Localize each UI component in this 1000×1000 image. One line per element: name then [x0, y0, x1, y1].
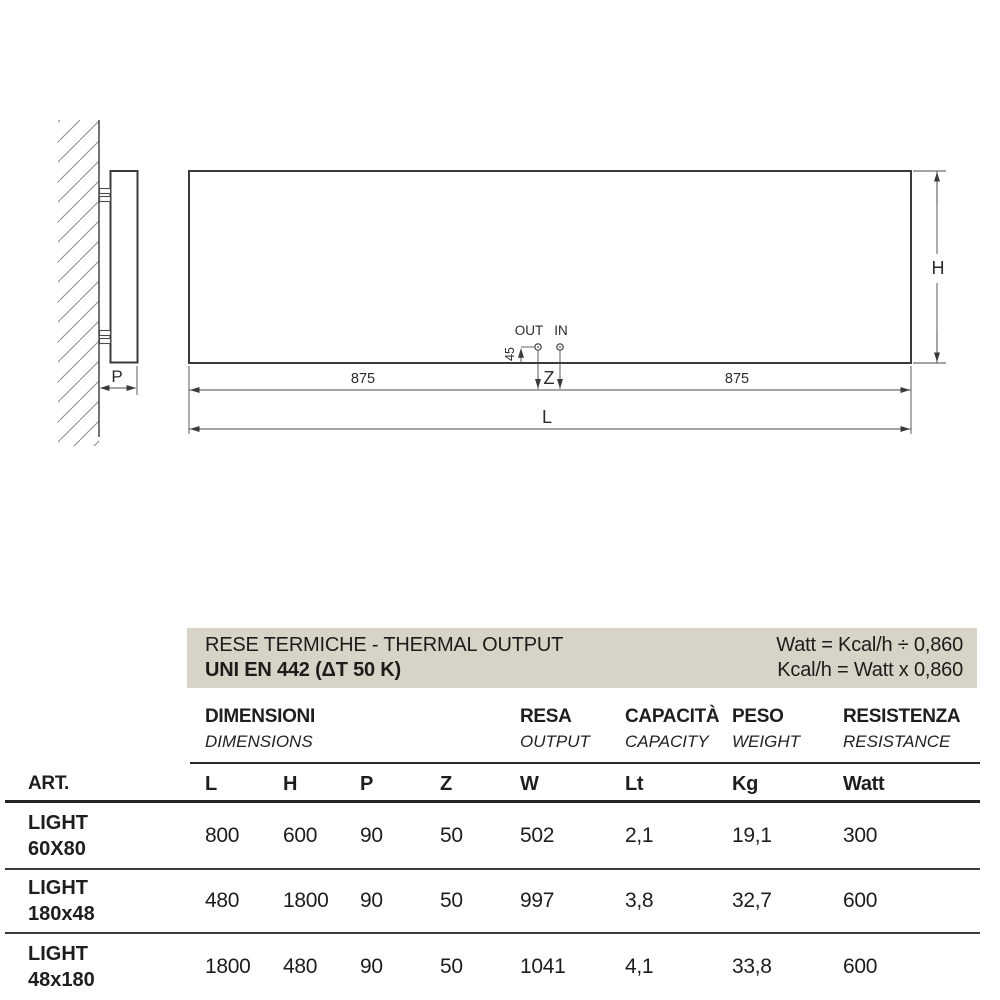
column-header-kg: Kg [732, 772, 759, 795]
banner-formulas [776, 633, 963, 683]
cell-kg: 33,8 [732, 954, 772, 978]
table-column-headers [5, 768, 980, 800]
cell-kg: 19,1 [732, 823, 772, 847]
cell-h: 480 [283, 954, 318, 978]
cell-z: 50 [440, 888, 463, 912]
table-row [5, 869, 980, 932]
cell-z: 50 [440, 954, 463, 978]
thermal-output-banner [187, 628, 977, 688]
cell-l: 480 [205, 888, 240, 912]
group-header-dimensions: DIMENSIONI DIMENSIONS [205, 706, 315, 751]
cell-lt: 3,8 [625, 888, 654, 912]
cell-lt: 4,1 [625, 954, 654, 978]
technical-drawing [0, 0, 1000, 470]
cell-l: 1800 [205, 954, 251, 978]
wall-bracket-bottom [100, 331, 111, 344]
group-header-capacity: CAPACITÀ CAPACITY [625, 706, 720, 751]
length-dim-label: L [541, 407, 553, 427]
cell-watt: 600 [843, 888, 878, 912]
row-art-label: LIGHT 180x48 [28, 876, 95, 925]
wall-hatching [58, 120, 99, 446]
depth-dim-label: P [111, 367, 123, 386]
column-header-watt: Watt [843, 772, 885, 795]
cell-l: 800 [205, 823, 240, 847]
column-header-l: L [205, 772, 217, 795]
cell-z: 50 [440, 823, 463, 847]
banner-title-line1: RESE TERMICHE - THERMAL OUTPUT [205, 634, 564, 656]
inlet-offset-label: 45 [503, 347, 517, 361]
table-row [5, 803, 980, 868]
out-label: OUT [514, 323, 544, 338]
formula-watt: Watt = Kcal/h ÷ 0,860 [776, 634, 963, 656]
formula-kcal: Kcal/h = Watt x 0,860 [777, 659, 963, 681]
header-top-rule [190, 762, 980, 764]
in-label: IN [554, 323, 568, 338]
height-dimension [913, 171, 946, 363]
column-header-h: H [283, 772, 298, 795]
cell-kg: 32,7 [732, 888, 772, 912]
group-header-output: RESA OUTPUT [520, 706, 590, 751]
cell-w: 1041 [520, 954, 566, 978]
table-group-headers [5, 704, 980, 754]
cell-w: 997 [520, 888, 555, 912]
column-header-lt: Lt [625, 772, 644, 795]
column-header-p: P [360, 772, 374, 795]
radiator-front-view [189, 171, 911, 363]
row-art-label: LIGHT 60X80 [28, 811, 88, 860]
table-row [5, 933, 980, 1000]
column-header-w: W [520, 772, 539, 795]
cell-lt: 2,1 [625, 823, 654, 847]
right-span-label: 875 [724, 371, 750, 387]
z-dim-label: Z [543, 368, 555, 388]
cell-w: 502 [520, 823, 555, 847]
cell-p: 90 [360, 888, 383, 912]
cell-h: 600 [283, 823, 318, 847]
cell-watt: 300 [843, 823, 878, 847]
cell-h: 1800 [283, 888, 329, 912]
column-header-art: ART. [28, 773, 70, 794]
banner-title-line2: UNI EN 442 (ΔT 50 K) [205, 659, 401, 681]
group-header-weight: PESO WEIGHT [732, 706, 800, 751]
cell-p: 90 [360, 823, 383, 847]
radiator-side-view [100, 171, 138, 363]
depth-dimension [101, 366, 138, 395]
group-header-resistance: RESISTENZA RESISTANCE [843, 706, 961, 751]
left-span-label: 875 [350, 371, 376, 387]
row-art-label: LIGHT 48x180 [28, 942, 95, 991]
wall-bracket-top [100, 189, 111, 202]
cell-watt: 600 [843, 954, 878, 978]
height-dim-label: H [931, 258, 945, 278]
cell-p: 90 [360, 954, 383, 978]
column-header-z: Z [440, 772, 452, 795]
banner-title [205, 633, 563, 683]
